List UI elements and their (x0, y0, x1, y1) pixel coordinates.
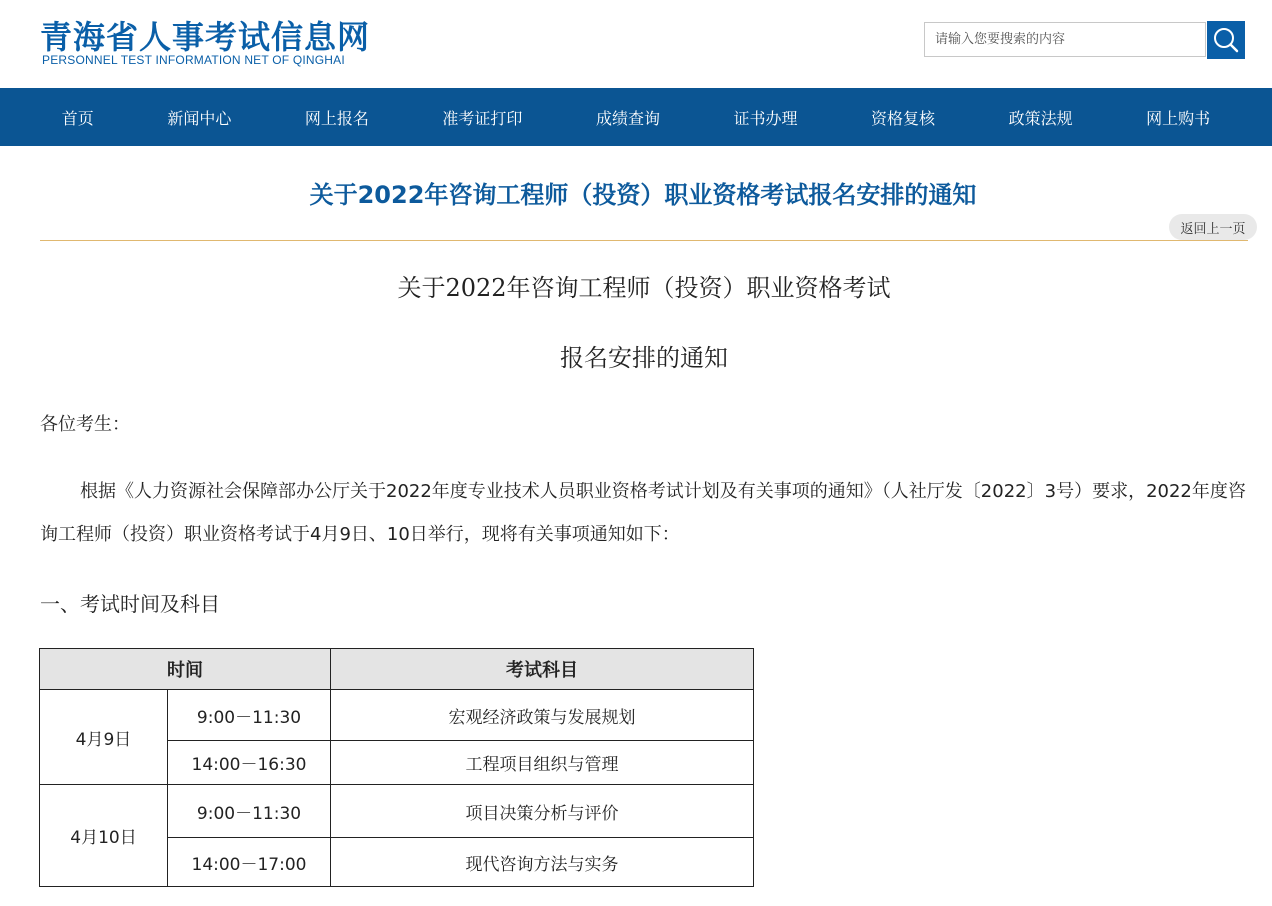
time-cell: 14:00－16:30 (168, 741, 331, 785)
subject-cell: 现代咨询方法与实务 (331, 838, 754, 887)
search-input[interactable] (925, 23, 1215, 56)
time-cell: 14:00－17:00 (168, 838, 331, 887)
body-paragraph: 根据《人力资源社会保障部办公厅关于2022年度专业技术人员职业资格考试计划及有关事项的通知》（人社厅发〔2022〕3号）要求，2022年度咨询工程师（投资）职业资格考试于4月9日、10日举行，现将有关事项通知如下： (40, 481, 1246, 545)
subject-cell: 项目决策分析与评价 (331, 785, 754, 838)
subject-cell: 工程项目组织与管理 (331, 741, 754, 785)
nav-item-registration[interactable]: 网上报名 (304, 108, 369, 128)
table-header-row (40, 649, 754, 690)
site-logo-subtitle: PERSONNEL TEST INFORMATION NET OF QINGHAI (42, 53, 345, 67)
exam-schedule-table (39, 648, 754, 887)
header-time: 时间 (40, 649, 331, 690)
page-title: 关于2022年咨询工程师（投资）职业资格考试报名安排的通知 (309, 181, 977, 209)
date-cell: 4月9日 (40, 690, 168, 785)
title-divider (40, 240, 1248, 241)
nav-item-news[interactable]: 新闻中心 (167, 108, 232, 128)
document-title-line2: 报名安排的通知 (560, 344, 728, 372)
site-header (0, 0, 1272, 88)
nav-item-bookstore[interactable]: 网上购书 (1146, 108, 1211, 128)
site-logo-title[interactable]: 青海省人事考试信息网 (40, 18, 371, 56)
subject-cell: 宏观经济政策与发展规划 (331, 690, 754, 741)
header-subject: 考试科目 (331, 649, 754, 690)
search-button[interactable] (1207, 21, 1245, 59)
nav-item-qualification-review[interactable]: 资格复核 (871, 108, 936, 128)
greeting: 各位考生： (40, 414, 130, 435)
search-icon (1212, 26, 1240, 54)
section-heading: 一、考试时间及科目 (40, 592, 220, 616)
nav-item-certificate[interactable]: 证书办理 (733, 108, 798, 128)
table-row (40, 690, 754, 741)
time-cell: 9:00－11:30 (168, 690, 331, 741)
document-title-line1: 关于2022年咨询工程师（投资）职业资格考试 (397, 274, 891, 302)
nav-item-score-query[interactable]: 成绩查询 (595, 108, 660, 128)
search-box (924, 22, 1206, 57)
table-row (40, 785, 754, 838)
nav-item-policy[interactable]: 政策法规 (1008, 108, 1073, 128)
main-nav (0, 88, 1272, 146)
time-cell: 9:00－11:30 (168, 785, 331, 838)
date-cell: 4月10日 (40, 785, 168, 887)
back-button[interactable]: 返回上一页 (1169, 214, 1257, 240)
nav-item-home[interactable]: 首页 (61, 108, 94, 128)
nav-item-admission-ticket[interactable]: 准考证打印 (442, 108, 523, 128)
